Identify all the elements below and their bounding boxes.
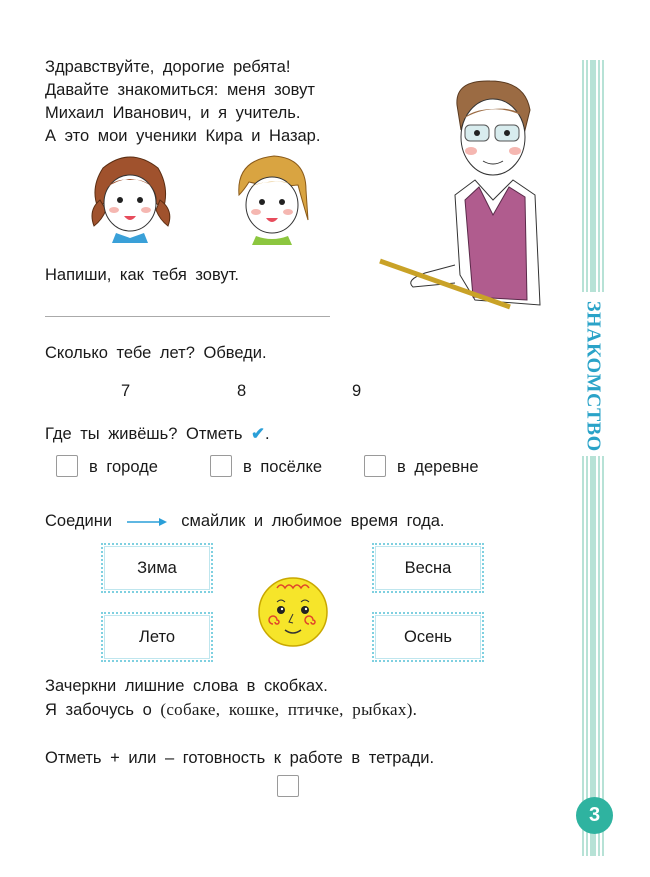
connect-prompt-before: Соедини bbox=[45, 512, 113, 530]
teacher-illustration bbox=[375, 75, 550, 315]
kira-illustration bbox=[88, 148, 173, 243]
cross-sentence-start: Я забочусь о bbox=[45, 701, 152, 719]
side-stripes-top bbox=[582, 60, 604, 292]
cross-prompt: Зачеркни лишние слова в скобках. bbox=[45, 677, 328, 695]
section-label: ЗНАКОМСТВО bbox=[582, 300, 605, 452]
checkbox-city[interactable] bbox=[56, 455, 78, 477]
connect-prompt bbox=[45, 510, 445, 533]
nazar-illustration bbox=[234, 150, 314, 245]
place-prompt-period: . bbox=[264, 425, 270, 443]
intro-line-4: А это мои ученики Кира и Назар. bbox=[45, 127, 321, 145]
place-prompt-text: Где ты живёшь? Отметь bbox=[45, 425, 243, 443]
cross-sentence bbox=[45, 698, 417, 722]
place-prompt bbox=[45, 423, 270, 446]
checkbox-settlement[interactable] bbox=[210, 455, 232, 477]
cross-sentence-options[interactable]: (собаке, кошке, птичке, рыбках). bbox=[160, 700, 418, 719]
age-option-7[interactable]: 7 bbox=[121, 382, 131, 400]
option-village: в деревне bbox=[397, 458, 479, 476]
intro-line-1: Здравствуйте, дорогие ребята! bbox=[45, 58, 291, 76]
arrow-right-icon bbox=[127, 517, 167, 527]
ready-prompt: Отметь + или – готовность к работе в тетради. bbox=[45, 749, 435, 767]
checkbox-village[interactable] bbox=[364, 455, 386, 477]
checkbox-ready[interactable] bbox=[277, 775, 299, 797]
season-spring[interactable]: Весна bbox=[372, 543, 484, 593]
season-autumn[interactable]: Осень bbox=[372, 612, 484, 662]
season-winter[interactable]: Зима bbox=[101, 543, 213, 593]
age-option-9[interactable]: 9 bbox=[352, 382, 362, 400]
season-summer[interactable]: Лето bbox=[101, 612, 213, 662]
intro-line-3: Михаил Иванович, и я учитель. bbox=[45, 104, 301, 122]
checkmark-icon: ✔ bbox=[251, 425, 265, 443]
name-answer-line[interactable] bbox=[45, 316, 330, 317]
age-option-8[interactable]: 8 bbox=[237, 382, 247, 400]
age-prompt: Сколько тебе лет? Обведи. bbox=[45, 344, 267, 362]
option-settlement: в посёлке bbox=[243, 458, 323, 476]
connect-prompt-after: смайлик и любимое время года. bbox=[181, 512, 445, 530]
side-stripes-bottom bbox=[582, 456, 604, 856]
name-prompt: Напиши, как тебя зовут. bbox=[45, 266, 239, 284]
intro-line-2: Давайте знакомиться: меня зовут bbox=[45, 81, 315, 99]
page-number: 3 bbox=[576, 797, 613, 834]
smiley-face-icon[interactable] bbox=[257, 576, 329, 648]
option-city: в городе bbox=[89, 458, 158, 476]
